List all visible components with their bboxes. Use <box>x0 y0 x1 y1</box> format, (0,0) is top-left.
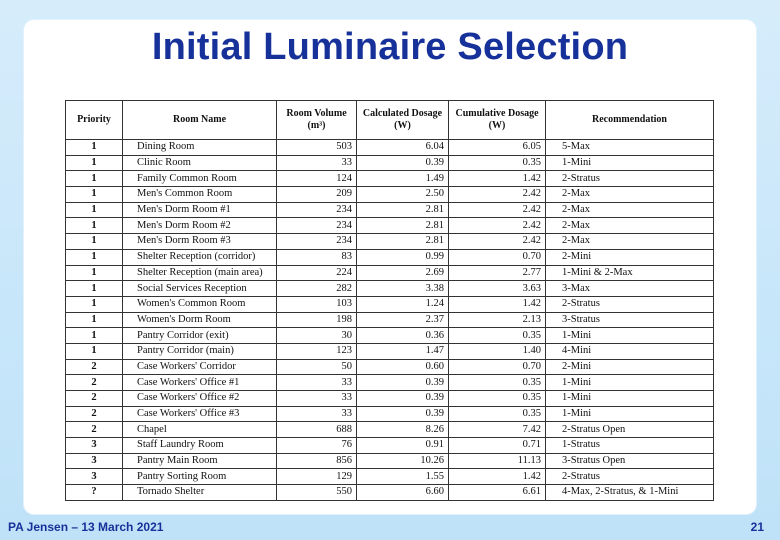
cell-room-name: Social Services Reception <box>123 281 277 297</box>
cell-room-name: Dining Room <box>123 140 277 156</box>
cell-room-volume: 198 <box>277 312 357 328</box>
cell-room-name: Case Workers' Office #1 <box>123 375 277 391</box>
cell-recommendation: 3-Stratus Open <box>546 453 714 469</box>
footer-author-date: PA Jensen – 13 March 2021 <box>8 520 164 534</box>
cell-room-name: Women's Common Room <box>123 296 277 312</box>
cell-room-name: Women's Dorm Room <box>123 312 277 328</box>
cell-recommendation: 2-Mini <box>546 249 714 265</box>
cell-calculated-dosage: 6.04 <box>357 140 449 156</box>
table-body <box>66 140 714 501</box>
table-row <box>66 359 714 375</box>
table-row <box>66 140 714 156</box>
cell-cumulative-dosage: 0.35 <box>449 375 546 391</box>
cell-priority: 1 <box>66 296 123 312</box>
cell-room-name: Case Workers' Office #3 <box>123 406 277 422</box>
cell-recommendation: 1-Mini <box>546 406 714 422</box>
header-room-name: Room Name <box>123 101 277 140</box>
cell-room-volume: 550 <box>277 485 357 501</box>
cell-room-volume: 856 <box>277 453 357 469</box>
table-row <box>66 391 714 407</box>
header-calculated-dosage: Calculated Dosage (W) <box>357 101 449 140</box>
cell-calculated-dosage: 3.38 <box>357 281 449 297</box>
cell-room-volume: 33 <box>277 406 357 422</box>
cell-priority: ? <box>66 485 123 501</box>
cell-cumulative-dosage: 0.35 <box>449 391 546 407</box>
cell-priority: 1 <box>66 265 123 281</box>
cell-cumulative-dosage: 2.42 <box>449 218 546 234</box>
table-row <box>66 234 714 250</box>
cell-recommendation: 3-Max <box>546 281 714 297</box>
cell-recommendation: 3-Stratus <box>546 312 714 328</box>
cell-recommendation: 2-Max <box>546 218 714 234</box>
cell-room-name: Chapel <box>123 422 277 438</box>
cell-calculated-dosage: 1.49 <box>357 171 449 187</box>
cell-calculated-dosage: 10.26 <box>357 453 449 469</box>
cell-priority: 1 <box>66 249 123 265</box>
table-row <box>66 375 714 391</box>
cell-room-volume: 234 <box>277 234 357 250</box>
cell-recommendation: 2-Max <box>546 234 714 250</box>
cell-recommendation: 1-Stratus <box>546 438 714 454</box>
table-row <box>66 422 714 438</box>
cell-room-name: Men's Dorm Room #2 <box>123 218 277 234</box>
table-row <box>66 281 714 297</box>
cell-priority: 3 <box>66 438 123 454</box>
cell-calculated-dosage: 0.39 <box>357 391 449 407</box>
cell-recommendation: 1-Mini <box>546 375 714 391</box>
cell-recommendation: 2-Stratus Open <box>546 422 714 438</box>
cell-calculated-dosage: 2.81 <box>357 218 449 234</box>
cell-room-name: Case Workers' Office #2 <box>123 391 277 407</box>
cell-cumulative-dosage: 0.35 <box>449 155 546 171</box>
cell-priority: 2 <box>66 375 123 391</box>
header-priority: Priority <box>66 101 123 140</box>
cell-room-name: Pantry Main Room <box>123 453 277 469</box>
cell-calculated-dosage: 0.39 <box>357 155 449 171</box>
cell-calculated-dosage: 2.69 <box>357 265 449 281</box>
cell-room-name: Family Common Room <box>123 171 277 187</box>
cell-priority: 1 <box>66 155 123 171</box>
table-row <box>66 187 714 203</box>
cell-priority: 2 <box>66 406 123 422</box>
cell-cumulative-dosage: 2.42 <box>449 202 546 218</box>
cell-cumulative-dosage: 0.35 <box>449 328 546 344</box>
cell-priority: 1 <box>66 218 123 234</box>
cell-cumulative-dosage: 2.77 <box>449 265 546 281</box>
cell-room-volume: 503 <box>277 140 357 156</box>
table-row <box>66 453 714 469</box>
cell-calculated-dosage: 1.24 <box>357 296 449 312</box>
cell-room-name: Men's Common Room <box>123 187 277 203</box>
cell-priority: 3 <box>66 469 123 485</box>
cell-cumulative-dosage: 7.42 <box>449 422 546 438</box>
cell-recommendation: 4-Mini <box>546 343 714 359</box>
cell-room-volume: 123 <box>277 343 357 359</box>
cell-calculated-dosage: 1.47 <box>357 343 449 359</box>
luminaire-table-container <box>65 100 713 501</box>
cell-priority: 1 <box>66 171 123 187</box>
cell-recommendation: 1-Mini <box>546 155 714 171</box>
cell-priority: 1 <box>66 202 123 218</box>
cell-recommendation: 4-Max, 2-Stratus, & 1-Mini <box>546 485 714 501</box>
cell-priority: 1 <box>66 187 123 203</box>
cell-priority: 2 <box>66 422 123 438</box>
table-row <box>66 296 714 312</box>
cell-room-volume: 30 <box>277 328 357 344</box>
cell-recommendation: 2-Max <box>546 187 714 203</box>
cell-cumulative-dosage: 1.42 <box>449 296 546 312</box>
table-row <box>66 343 714 359</box>
cell-room-volume: 688 <box>277 422 357 438</box>
cell-cumulative-dosage: 0.70 <box>449 249 546 265</box>
cell-priority: 1 <box>66 140 123 156</box>
cell-cumulative-dosage: 11.13 <box>449 453 546 469</box>
cell-calculated-dosage: 0.39 <box>357 406 449 422</box>
table-row <box>66 328 714 344</box>
cell-room-volume: 50 <box>277 359 357 375</box>
cell-room-volume: 234 <box>277 202 357 218</box>
cell-cumulative-dosage: 0.35 <box>449 406 546 422</box>
cell-cumulative-dosage: 6.05 <box>449 140 546 156</box>
luminaire-selection-table <box>65 100 714 501</box>
cell-calculated-dosage: 0.91 <box>357 438 449 454</box>
cell-cumulative-dosage: 1.40 <box>449 343 546 359</box>
cell-room-name: Shelter Reception (main area) <box>123 265 277 281</box>
cell-room-volume: 282 <box>277 281 357 297</box>
cell-room-name: Pantry Corridor (exit) <box>123 328 277 344</box>
cell-calculated-dosage: 0.60 <box>357 359 449 375</box>
cell-cumulative-dosage: 1.42 <box>449 171 546 187</box>
cell-room-name: Pantry Corridor (main) <box>123 343 277 359</box>
cell-recommendation: 2-Stratus <box>546 469 714 485</box>
cell-calculated-dosage: 0.99 <box>357 249 449 265</box>
table-row <box>66 438 714 454</box>
header-room-volume: Room Volume (m³) <box>277 101 357 140</box>
table-row <box>66 265 714 281</box>
cell-calculated-dosage: 2.81 <box>357 202 449 218</box>
cell-room-volume: 33 <box>277 375 357 391</box>
cell-cumulative-dosage: 0.71 <box>449 438 546 454</box>
cell-priority: 1 <box>66 328 123 344</box>
cell-room-name: Pantry Sorting Room <box>123 469 277 485</box>
cell-room-volume: 103 <box>277 296 357 312</box>
table-row <box>66 218 714 234</box>
slide-title: Initial Luminaire Selection <box>151 26 629 68</box>
cell-priority: 1 <box>66 343 123 359</box>
table-header-row <box>66 101 714 140</box>
cell-cumulative-dosage: 6.61 <box>449 485 546 501</box>
cell-calculated-dosage: 2.50 <box>357 187 449 203</box>
table-row <box>66 155 714 171</box>
cell-priority: 2 <box>66 391 123 407</box>
cell-calculated-dosage: 6.60 <box>357 485 449 501</box>
cell-cumulative-dosage: 3.63 <box>449 281 546 297</box>
cell-recommendation: 1-Mini <box>546 328 714 344</box>
cell-cumulative-dosage: 2.13 <box>449 312 546 328</box>
cell-room-volume: 124 <box>277 171 357 187</box>
table-row <box>66 202 714 218</box>
cell-calculated-dosage: 2.37 <box>357 312 449 328</box>
cell-room-volume: 234 <box>277 218 357 234</box>
cell-recommendation: 2-Stratus <box>546 296 714 312</box>
cell-room-name: Clinic Room <box>123 155 277 171</box>
cell-room-volume: 209 <box>277 187 357 203</box>
table-row <box>66 406 714 422</box>
cell-room-name: Men's Dorm Room #3 <box>123 234 277 250</box>
table-row <box>66 312 714 328</box>
cell-room-name: Tornado Shelter <box>123 485 277 501</box>
cell-recommendation: 2-Max <box>546 202 714 218</box>
cell-room-volume: 129 <box>277 469 357 485</box>
cell-room-volume: 33 <box>277 391 357 407</box>
table-row <box>66 469 714 485</box>
cell-calculated-dosage: 1.55 <box>357 469 449 485</box>
cell-room-volume: 76 <box>277 438 357 454</box>
header-recommendation: Recommendation <box>546 101 714 140</box>
cell-cumulative-dosage: 1.42 <box>449 469 546 485</box>
cell-priority: 2 <box>66 359 123 375</box>
cell-room-name: Staff Laundry Room <box>123 438 277 454</box>
cell-priority: 1 <box>66 312 123 328</box>
cell-recommendation: 2-Mini <box>546 359 714 375</box>
cell-cumulative-dosage: 0.70 <box>449 359 546 375</box>
cell-priority: 1 <box>66 234 123 250</box>
cell-recommendation: 2-Stratus <box>546 171 714 187</box>
cell-recommendation: 1-Mini <box>546 391 714 407</box>
table-row <box>66 249 714 265</box>
cell-room-name: Men's Dorm Room #1 <box>123 202 277 218</box>
cell-recommendation: 1-Mini & 2-Max <box>546 265 714 281</box>
cell-priority: 1 <box>66 281 123 297</box>
table-row <box>66 485 714 501</box>
table-row <box>66 171 714 187</box>
cell-calculated-dosage: 2.81 <box>357 234 449 250</box>
cell-priority: 3 <box>66 453 123 469</box>
cell-cumulative-dosage: 2.42 <box>449 234 546 250</box>
cell-room-volume: 83 <box>277 249 357 265</box>
cell-recommendation: 5-Max <box>546 140 714 156</box>
cell-room-name: Case Workers' Corridor <box>123 359 277 375</box>
cell-calculated-dosage: 0.36 <box>357 328 449 344</box>
cell-calculated-dosage: 8.26 <box>357 422 449 438</box>
cell-room-volume: 224 <box>277 265 357 281</box>
cell-cumulative-dosage: 2.42 <box>449 187 546 203</box>
cell-room-volume: 33 <box>277 155 357 171</box>
page-number: 21 <box>750 520 764 534</box>
cell-room-name: Shelter Reception (corridor) <box>123 249 277 265</box>
header-cumulative-dosage: Cumulative Dosage (W) <box>449 101 546 140</box>
cell-calculated-dosage: 0.39 <box>357 375 449 391</box>
